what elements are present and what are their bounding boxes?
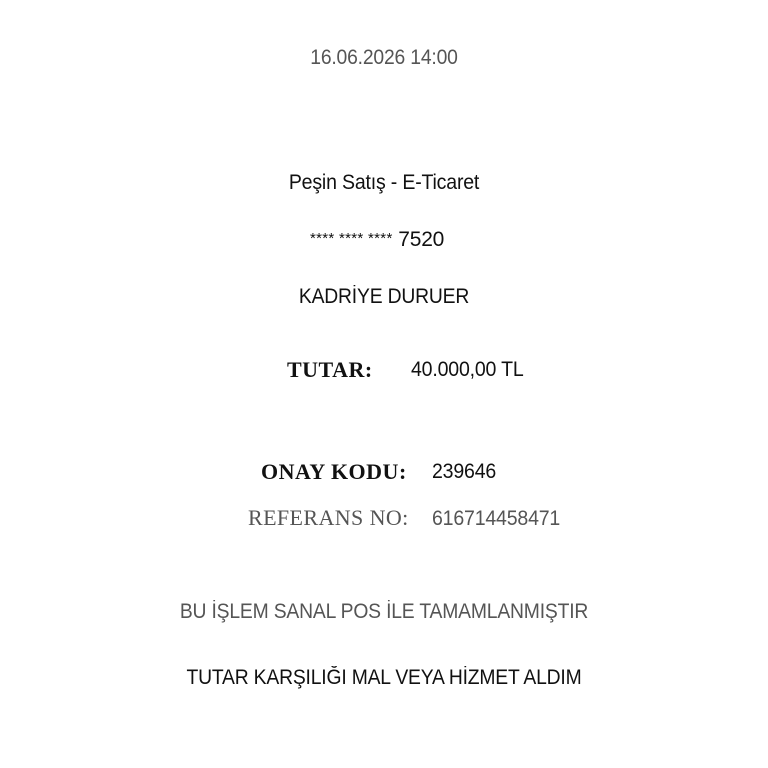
cardholder-name: KADRİYE DURUER (298, 285, 470, 308)
reference-number-label: REFERANS NO: (248, 505, 409, 530)
card-last-digits: 7520 (398, 228, 445, 251)
virtual-pos-notice: BU İŞLEM SANAL POS İLE TAMAMLANMIŞTIR (179, 600, 589, 623)
reference-number-value: 616714458471 (432, 507, 561, 530)
transaction-type: Peşin Satış - E-Ticaret (288, 171, 480, 194)
approval-code-value: 239646 (432, 460, 497, 483)
transaction-datetime: 16.06.2026 14:00 (310, 46, 458, 69)
masked-card-number (310, 228, 444, 252)
goods-received-confirmation: TUTAR KARŞILIĞI MAL VEYA HİZMET ALDIM (186, 666, 582, 689)
approval-code-label: ONAY KODU: (261, 459, 407, 484)
amount-value: 40.000,00 TL (411, 358, 524, 381)
card-mask: **** **** **** (310, 230, 393, 247)
amount-label: TUTAR: (287, 357, 373, 382)
